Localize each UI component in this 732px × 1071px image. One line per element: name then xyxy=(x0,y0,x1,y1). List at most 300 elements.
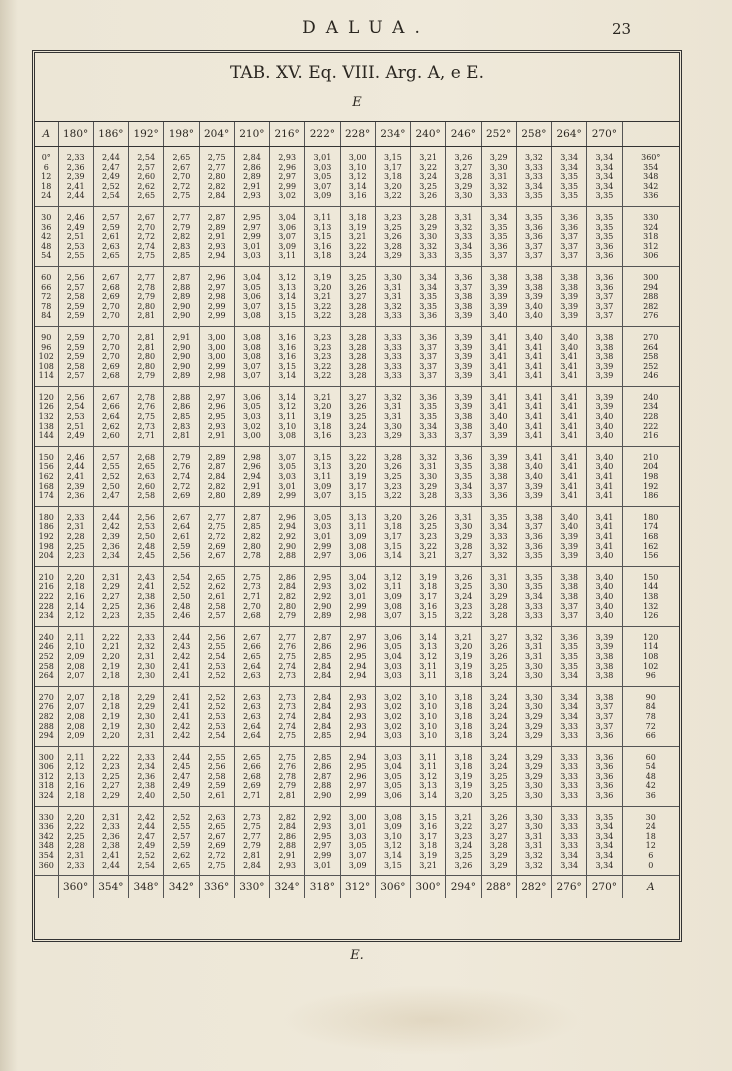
table-cell-group xyxy=(305,446,340,506)
corner-label-top: A xyxy=(35,122,58,147)
row-label: 126 xyxy=(643,611,659,621)
table-cell-group xyxy=(305,566,340,626)
table-value: 2,81 xyxy=(137,332,156,342)
table-value: 2,54 xyxy=(137,153,156,162)
table-value: 2,53 xyxy=(207,711,226,721)
table-value: 2,82 xyxy=(207,181,226,191)
table-cell-group xyxy=(516,806,551,876)
row-label: 300 xyxy=(38,752,54,762)
table-value: 3,08 xyxy=(383,601,402,611)
table-value: 3,05 xyxy=(383,771,402,781)
table-value: 2,31 xyxy=(137,651,156,661)
table-value: 3,30 xyxy=(383,272,402,282)
table-value: 3,21 xyxy=(454,632,473,642)
table-value: 3,39 xyxy=(489,452,508,462)
table-cell-group xyxy=(93,326,128,386)
table-value: 3,18 xyxy=(419,582,438,592)
table-value: 3,31 xyxy=(524,841,543,851)
table-value: 3,22 xyxy=(313,311,332,321)
table-value: 3,24 xyxy=(348,421,367,431)
table-value: 2,78 xyxy=(242,551,261,561)
column-header: 198° xyxy=(164,122,199,147)
table-value: 2,42 xyxy=(172,721,191,731)
table-value: 3,24 xyxy=(489,762,508,772)
row-label: 120 xyxy=(38,392,54,402)
column-footer: 330° xyxy=(234,876,269,899)
row-label: 168 xyxy=(38,481,54,491)
table-value: 3,22 xyxy=(383,491,402,501)
table-value: 2,95 xyxy=(348,651,367,661)
table-value: 3,36 xyxy=(524,532,543,541)
table-cell-group xyxy=(375,206,410,266)
table-value: 3,39 xyxy=(595,402,614,412)
table-value: 3,34 xyxy=(454,481,473,491)
table-value: 3,02 xyxy=(383,702,402,712)
column-footer: 336° xyxy=(199,876,234,899)
table-value: 2,74 xyxy=(278,711,297,721)
table-cell-group xyxy=(375,566,410,626)
table-value: 2,69 xyxy=(207,541,226,551)
row-label: 138 xyxy=(643,591,659,601)
table-value: 2,75 xyxy=(207,860,226,870)
table-value: 3,07 xyxy=(278,452,297,462)
table-value: 3,39 xyxy=(560,532,579,541)
table-value: 3,17 xyxy=(419,591,438,601)
table-value: 3,40 xyxy=(524,472,543,482)
table-value: 2,74 xyxy=(278,661,297,671)
row-label: 48 xyxy=(41,241,52,251)
table-value: 2,13 xyxy=(66,771,85,781)
table-value: 2,41 xyxy=(172,711,191,721)
table-cell-group xyxy=(516,686,551,746)
table-value: 2,72 xyxy=(207,851,226,861)
table-value: 2,86 xyxy=(313,642,332,652)
table-value: 2,82 xyxy=(278,591,297,601)
table-value: 3,34 xyxy=(560,153,579,162)
table-value: 3,18 xyxy=(454,711,473,721)
table-value: 2,66 xyxy=(242,762,261,772)
table-value: 3,26 xyxy=(454,860,473,870)
table-cell-group xyxy=(58,326,93,386)
table-cell-group xyxy=(481,806,516,876)
table-value: 2,96 xyxy=(348,642,367,652)
table-value: 3,21 xyxy=(419,551,438,561)
table-value: 2,07 xyxy=(66,692,85,702)
table-value: 3,01 xyxy=(313,532,332,541)
row-labels-right xyxy=(622,206,679,266)
table-value: 3,04 xyxy=(278,212,297,222)
table-value: 3,41 xyxy=(524,402,543,412)
running-title: DALUA. xyxy=(302,18,430,38)
table-value: 2,59 xyxy=(66,342,85,352)
column-header: 204° xyxy=(199,122,234,147)
equation-table xyxy=(35,121,679,898)
table-value: 2,76 xyxy=(278,642,297,652)
table-value: 3,19 xyxy=(313,272,332,282)
table-value: 3,08 xyxy=(242,342,261,352)
table-value: 3,33 xyxy=(419,431,438,441)
table-row-block xyxy=(35,206,679,266)
row-label: 0° xyxy=(41,153,51,162)
table-value: 3,28 xyxy=(383,452,402,462)
table-value: 3,35 xyxy=(524,191,543,201)
table-value: 2,99 xyxy=(207,311,226,321)
table-value: 3,38 xyxy=(454,421,473,431)
table-value: 3,39 xyxy=(595,361,614,371)
table-row-block xyxy=(35,566,679,626)
table-value: 2,96 xyxy=(242,462,261,472)
table-value: 2,39 xyxy=(66,481,85,491)
table-value: 3,08 xyxy=(348,541,367,551)
table-value: 3,33 xyxy=(383,332,402,342)
table-cell-group xyxy=(552,686,587,746)
table-cell-group xyxy=(305,746,340,806)
table-value: 2,70 xyxy=(101,311,120,321)
table-value: 3,34 xyxy=(524,591,543,601)
row-labels-right xyxy=(622,626,679,686)
table-value: 3,11 xyxy=(383,582,402,592)
table-value: 3,13 xyxy=(348,512,367,522)
table-value: 2,44 xyxy=(101,153,120,162)
column-footer: 312° xyxy=(340,876,375,899)
table-cell-group xyxy=(58,506,93,566)
table-value: 2,90 xyxy=(172,352,191,362)
table-value: 2,91 xyxy=(207,232,226,242)
table-value: 2,74 xyxy=(172,472,191,482)
table-value: 2,64 xyxy=(242,661,261,671)
table-value: 3,35 xyxy=(419,402,438,412)
row-label: 264 xyxy=(38,671,54,681)
table-cell-group xyxy=(58,626,93,686)
table-value: 3,18 xyxy=(454,721,473,731)
table-value: 2,72 xyxy=(172,181,191,191)
table-value: 2,64 xyxy=(242,721,261,731)
table-value: 2,89 xyxy=(207,452,226,462)
table-value: 3,33 xyxy=(560,762,579,772)
table-value: 3,37 xyxy=(560,251,579,261)
table-value: 2,71 xyxy=(242,591,261,601)
table-value: 3,32 xyxy=(524,860,543,870)
table-value: 3,01 xyxy=(242,241,261,251)
table-value: 2,47 xyxy=(172,771,191,781)
table-cell-group xyxy=(270,746,305,806)
table-value: 2,69 xyxy=(242,781,261,791)
table-value: 3,25 xyxy=(489,781,508,791)
table-value: 2,95 xyxy=(207,412,226,422)
table-value: 3,41 xyxy=(595,532,614,541)
table-value: 3,40 xyxy=(595,462,614,472)
table-value: 2,65 xyxy=(242,651,261,661)
table-value: 2,09 xyxy=(66,731,85,741)
table-value: 2,76 xyxy=(278,762,297,772)
table-value: 2,41 xyxy=(66,472,85,482)
table-cell-group xyxy=(58,206,93,266)
table-value: 3,00 xyxy=(207,352,226,362)
table-cell-group xyxy=(411,806,446,876)
row-label: 18 xyxy=(41,181,52,191)
row-label: 282 xyxy=(38,711,54,721)
table-value: 3,38 xyxy=(524,282,543,292)
table-value: 2,53 xyxy=(66,241,85,251)
table-value: 3,28 xyxy=(348,352,367,362)
table-value: 3,41 xyxy=(560,421,579,431)
table-value: 3,22 xyxy=(313,371,332,381)
table-value: 3,09 xyxy=(383,591,402,601)
table-value: 3,39 xyxy=(595,392,614,402)
table-value: 2,53 xyxy=(207,661,226,671)
table-value: 2,52 xyxy=(101,472,120,482)
table-value: 3,02 xyxy=(242,421,261,431)
table-cell-group xyxy=(234,566,269,626)
table-value: 3,23 xyxy=(419,532,438,541)
table-value: 2,79 xyxy=(278,611,297,621)
table-value: 3,41 xyxy=(560,402,579,412)
table-value: 2,68 xyxy=(101,371,120,381)
table-value: 3,10 xyxy=(278,421,297,431)
table-value: 2,77 xyxy=(278,632,297,642)
table-value: 3,31 xyxy=(454,212,473,222)
table-value: 3,36 xyxy=(560,212,579,222)
table-cell-group xyxy=(340,326,375,386)
table-value: 3,30 xyxy=(524,702,543,712)
table-value: 3,35 xyxy=(524,582,543,592)
table-cell-group xyxy=(305,386,340,446)
row-label: 36 xyxy=(645,791,656,801)
table-value: 3,34 xyxy=(454,241,473,251)
table-cell-group xyxy=(93,506,128,566)
row-label: 30 xyxy=(41,212,52,222)
table-value: 3,15 xyxy=(348,491,367,501)
table-value: 2,29 xyxy=(137,692,156,702)
table-value: 2,78 xyxy=(278,771,297,781)
table-value: 2,90 xyxy=(313,601,332,611)
table-value: 2,64 xyxy=(101,412,120,422)
table-cell-group xyxy=(375,446,410,506)
table-cell-group xyxy=(58,147,93,207)
table-value: 2,82 xyxy=(207,481,226,491)
column-footer: 348° xyxy=(129,876,164,899)
row-label: 66 xyxy=(41,282,52,292)
column-footer: 270° xyxy=(587,876,622,899)
table-value: 3,02 xyxy=(383,721,402,731)
table-value: 3,30 xyxy=(524,791,543,801)
table-value: 2,47 xyxy=(101,162,120,172)
table-value: 2,90 xyxy=(172,311,191,321)
table-value: 2,33 xyxy=(137,632,156,642)
table-value: 3,32 xyxy=(489,181,508,191)
table-value: 3,40 xyxy=(560,332,579,342)
row-label: 168 xyxy=(643,532,659,541)
table-value: 3,02 xyxy=(383,692,402,702)
table-cell-group xyxy=(587,686,622,746)
row-label: 132 xyxy=(643,601,659,611)
table-value: 3,15 xyxy=(278,361,297,371)
row-label: 90 xyxy=(41,332,52,342)
table-value: 2,94 xyxy=(207,251,226,261)
row-label: 186 xyxy=(643,491,659,501)
table-value: 3,31 xyxy=(383,292,402,302)
table-value: 3,37 xyxy=(595,702,614,712)
row-label: 66 xyxy=(645,731,656,741)
table-value: 3,24 xyxy=(454,841,473,851)
table-value: 3,34 xyxy=(595,822,614,832)
table-value: 3,15 xyxy=(278,301,297,311)
row-label: 144 xyxy=(38,431,54,441)
table-value: 2,77 xyxy=(242,831,261,841)
table-value: 3,01 xyxy=(313,860,332,870)
table-value: 2,93 xyxy=(278,860,297,870)
table-value: 2,67 xyxy=(137,212,156,222)
table-row-block xyxy=(35,806,679,876)
table-value: 2,87 xyxy=(242,512,261,522)
table-value: 2,66 xyxy=(242,642,261,652)
row-label: 156 xyxy=(643,551,659,561)
table-value: 2,29 xyxy=(101,791,120,801)
table-cell-group xyxy=(411,147,446,207)
table-value: 3,02 xyxy=(278,191,297,201)
table-value: 3,20 xyxy=(348,462,367,472)
table-cell-group xyxy=(587,626,622,686)
table-value: 2,91 xyxy=(242,481,261,491)
table-value: 3,11 xyxy=(419,762,438,772)
table-value: 2,75 xyxy=(278,651,297,661)
table-value: 2,62 xyxy=(137,181,156,191)
row-labels-left xyxy=(35,386,58,446)
table-value: 3,28 xyxy=(348,301,367,311)
table-value: 3,40 xyxy=(595,452,614,462)
table-value: 3,32 xyxy=(419,452,438,462)
table-value: 3,41 xyxy=(524,412,543,422)
column-header: 222° xyxy=(305,122,340,147)
table-value: 2,97 xyxy=(348,632,367,642)
table-value: 3,40 xyxy=(595,591,614,601)
table-value: 2,89 xyxy=(207,222,226,232)
table-value: 2,90 xyxy=(172,301,191,311)
table-value: 3,27 xyxy=(348,292,367,302)
row-labels-right xyxy=(622,386,679,446)
table-value: 3,34 xyxy=(560,851,579,861)
table-value: 3,22 xyxy=(383,191,402,201)
table-cell-group xyxy=(129,326,164,386)
table-value: 3,30 xyxy=(383,421,402,431)
table-value: 2,67 xyxy=(101,392,120,402)
row-labels-right xyxy=(622,506,679,566)
table-cell-group xyxy=(552,147,587,207)
table-cell-group xyxy=(305,626,340,686)
table-value: 3,17 xyxy=(383,162,402,172)
table-value: 3,07 xyxy=(242,301,261,311)
table-value: 2,97 xyxy=(207,392,226,402)
table-value: 2,92 xyxy=(313,591,332,601)
column-header-blank xyxy=(622,122,679,147)
table-value: 3,33 xyxy=(560,771,579,781)
table-value: 3,09 xyxy=(278,241,297,251)
table-value: 2,63 xyxy=(242,702,261,712)
table-value: 3,14 xyxy=(383,851,402,861)
table-value: 3,12 xyxy=(383,572,402,582)
table-value: 2,72 xyxy=(137,232,156,242)
table-value: 3,33 xyxy=(560,731,579,741)
table-value: 3,10 xyxy=(419,702,438,712)
table-value: 3,39 xyxy=(524,481,543,491)
table-value: 3,24 xyxy=(489,752,508,762)
table-value: 3,29 xyxy=(419,481,438,491)
table-value: 3,14 xyxy=(278,292,297,302)
table-value: 2,81 xyxy=(242,851,261,861)
table-value: 3,23 xyxy=(313,352,332,362)
row-label: 348 xyxy=(643,172,659,182)
table-value: 2,81 xyxy=(172,431,191,441)
table-value: 2,46 xyxy=(66,452,85,462)
table-value: 2,48 xyxy=(172,601,191,611)
table-value: 2,95 xyxy=(242,212,261,222)
table-value: 2,86 xyxy=(278,572,297,582)
table-cell-group xyxy=(164,686,199,746)
page-number: 23 xyxy=(612,20,632,38)
table-cell-group xyxy=(234,326,269,386)
table-value: 2,99 xyxy=(348,791,367,801)
row-label: 216 xyxy=(38,582,54,592)
table-value: 3,33 xyxy=(489,532,508,541)
table-value: 2,49 xyxy=(137,841,156,851)
table-value: 3,23 xyxy=(348,431,367,441)
table-value: 3,33 xyxy=(524,611,543,621)
table-value: 2,42 xyxy=(172,651,191,661)
table-value: 2,41 xyxy=(101,851,120,861)
table-cell-group xyxy=(552,626,587,686)
table-value: 2,58 xyxy=(66,361,85,371)
table-cell-group xyxy=(270,686,305,746)
row-label: 228 xyxy=(643,412,659,422)
table-value: 2,80 xyxy=(137,361,156,371)
table-value: 3,26 xyxy=(419,512,438,522)
table-value: 3,12 xyxy=(383,841,402,851)
table-value: 3,21 xyxy=(419,153,438,162)
table-value: 3,25 xyxy=(419,181,438,191)
row-label: 264 xyxy=(643,342,659,352)
table-value: 3,06 xyxy=(383,632,402,642)
table-value: 3,40 xyxy=(595,421,614,431)
row-label: 276 xyxy=(38,702,54,712)
table-value: 2,18 xyxy=(101,671,120,681)
table-value: 2,77 xyxy=(137,272,156,282)
row-label: 330 xyxy=(643,212,659,222)
table-value: 2,73 xyxy=(242,582,261,592)
table-value: 2,34 xyxy=(101,551,120,561)
table-value: 3,33 xyxy=(560,791,579,801)
table-value: 2,42 xyxy=(172,731,191,741)
table-cell-group xyxy=(129,386,164,446)
table-cell-group xyxy=(552,506,587,566)
table-value: 3,37 xyxy=(524,241,543,251)
table-cell-group xyxy=(164,206,199,266)
table-value: 2,71 xyxy=(242,791,261,801)
row-label: 318 xyxy=(38,781,54,791)
table-value: 2,33 xyxy=(66,153,85,162)
table-cell-group xyxy=(129,446,164,506)
table-value: 2,76 xyxy=(172,462,191,472)
table-value: 2,99 xyxy=(348,601,367,611)
table-value: 2,76 xyxy=(137,402,156,412)
table-value: 3,18 xyxy=(454,671,473,681)
table-value: 3,38 xyxy=(595,332,614,342)
table-value: 2,65 xyxy=(242,752,261,762)
table-value: 2,93 xyxy=(313,582,332,592)
table-cell-group xyxy=(375,147,410,207)
table-value: 2,58 xyxy=(207,771,226,781)
table-value: 3,30 xyxy=(524,812,543,822)
table-value: 2,88 xyxy=(172,282,191,292)
